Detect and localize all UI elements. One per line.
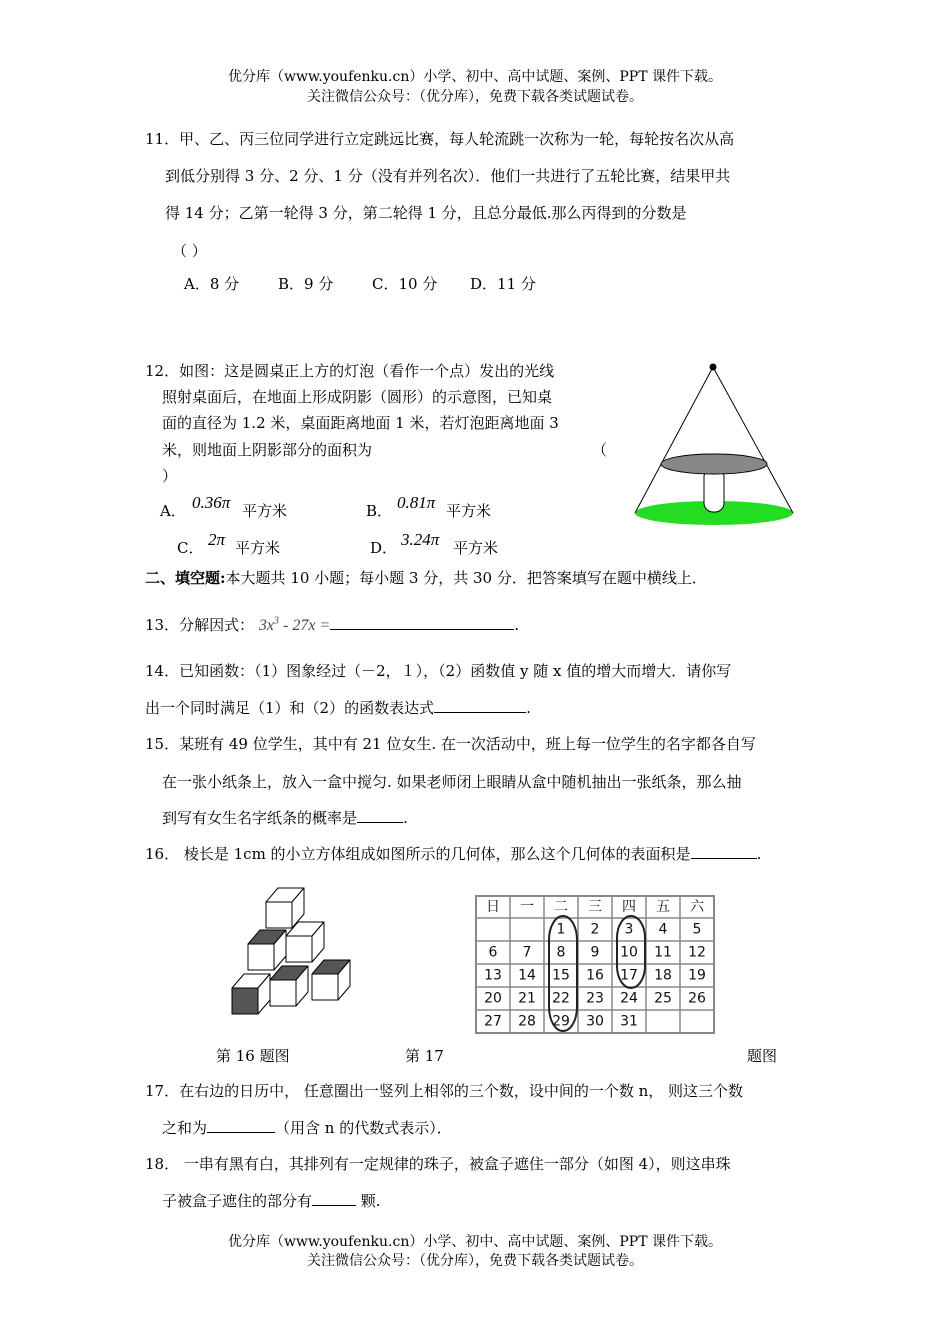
q12-option-b-unit: 平方米 — [446, 502, 492, 520]
q13-suffix: . — [514, 616, 519, 634]
calendar-day: 19 — [688, 967, 706, 984]
calendar-day: 5 — [692, 921, 702, 938]
q17-line-2-text: 之和为 — [162, 1119, 208, 1137]
table-leg — [704, 468, 724, 512]
header-line-1: 优分库（www.youfenku.cn）小学、初中、高中试题、案例、PPT 课件下载。 — [227, 69, 722, 85]
q15-line-3-end: . — [403, 809, 408, 827]
calendar-day: 29 — [552, 1013, 570, 1030]
calendar-day: 10 — [620, 944, 638, 961]
calendar-day: 27 — [484, 1013, 502, 1030]
q13-expr-exponent: 3 — [273, 615, 279, 627]
calendar-day: 9 — [590, 944, 600, 961]
fig17-caption-left: 第 17 — [405, 1047, 444, 1065]
q17-line-2-end: （用含 n 的代数式表示）． — [275, 1119, 452, 1137]
q16-line-1 — [145, 843, 761, 864]
q13-prefix: 13．分解因式： — [145, 616, 255, 634]
calendar-day: 3 — [624, 921, 634, 938]
q11-line-3: 得 14 分；乙第一轮得 3 分，第二轮得 1 分，且总分最低.那么丙得到的分数是 — [165, 204, 687, 222]
cube-stack-figure — [228, 884, 356, 1028]
calendar-day: 23 — [586, 990, 604, 1007]
calendar-day: 21 — [518, 990, 536, 1007]
q12-option-a-unit: 平方米 — [242, 502, 288, 520]
q13-expr-b: - 27x = — [278, 617, 331, 634]
calendar-day: 26 — [688, 990, 706, 1007]
q15-line-2: 在一张小纸条上，放入一盒中搅匀. 如果老师闭上眼睛从盒中随机抽出一张纸条，那么抽 — [162, 773, 742, 791]
q12-option-c-label: C． — [177, 539, 204, 557]
q12-option-c-value: 2π — [208, 530, 226, 549]
calendar-day: 11 — [654, 944, 672, 961]
calendar-weekday: 四 — [622, 899, 636, 915]
calendar-day: 25 — [654, 990, 672, 1007]
cube-bottom-left — [232, 974, 270, 1014]
calendar-day: 8 — [556, 944, 566, 961]
calendar-day: 6 — [488, 944, 498, 961]
q15-line-3-text: 到写有女生名字纸条的概率是 — [162, 809, 358, 827]
light-ray-right — [713, 367, 793, 513]
calendar-weekday: 日 — [486, 899, 500, 915]
q15-answer-blank[interactable] — [357, 808, 403, 823]
q12-option-d-unit: 平方米 — [453, 539, 499, 557]
q18-answer-blank[interactable] — [312, 1191, 356, 1206]
light-bulb-icon — [710, 364, 717, 371]
footer-line-1: 优分库（www.youfenku.cn）小学、初中、高中试题、案例、PPT 课件下载。 — [227, 1234, 722, 1250]
section-2-heading — [145, 567, 707, 588]
calendar-day: 12 — [688, 944, 706, 961]
calendar-day: 18 — [654, 967, 672, 984]
q14-line-2 — [145, 697, 531, 718]
q11-option-b: B．9 分 — [278, 275, 334, 293]
calendar-figure — [474, 894, 716, 1034]
q13-expr-a: 3x — [258, 617, 274, 634]
q16-line-1-text: 16． 棱长是 1cm 的小立方体组成如图所示的几何体，那么这个几何体的表面积是 — [145, 845, 691, 863]
calendar-day: 13 — [484, 967, 502, 984]
calendar-weekday: 二 — [554, 899, 568, 915]
footer-line-2: 关注微信公众号：（优分库），免费下载各类试题试卷。 — [307, 1253, 643, 1269]
calendar-day: 20 — [484, 990, 502, 1007]
q18-line-1: 18． 一串有黑有白，其排列有一定规律的珠子，被盒子遮住一部分（如图 4），则这串珠 — [145, 1155, 731, 1173]
calendar-weekday: 一 — [520, 899, 534, 915]
q14-line-2-text: 出一个同时满足（1）和（2）的函数表达式 — [145, 699, 435, 717]
calendar-day: 15 — [552, 967, 570, 984]
calendar-weekday: 六 — [690, 899, 704, 915]
q12-option-a-label: A． — [160, 502, 186, 520]
q12-paren-open: （ — [592, 441, 608, 459]
header-line-2: 关注微信公众号：（优分库），免费下载各类试题试卷。 — [307, 89, 643, 105]
section-2-text: 本大题共 10 小题；每小题 3 分，共 30 分．把答案填写在题中横线上． — [225, 569, 707, 587]
q13-answer-blank[interactable] — [330, 615, 514, 630]
q11-option-c: C．10 分 — [372, 275, 438, 293]
calendar-day: 14 — [518, 967, 536, 984]
q12-paren-close: ） — [162, 467, 178, 485]
q18-line-2-end: 颗. — [356, 1192, 381, 1210]
q16-line-1-end: . — [756, 845, 762, 863]
q12-option-a-value: 0.36π — [192, 493, 231, 512]
lamp-table-figure — [628, 360, 800, 532]
q11-line-2: 到低分别得 3 分、2 分、1 分（没有并列名次）．他们一共进行了五轮比赛，结果甲共 — [165, 167, 731, 185]
fig17-caption-right: 题图 — [747, 1047, 778, 1065]
calendar-day: 28 — [518, 1013, 536, 1030]
calendar-day: 24 — [620, 990, 638, 1007]
q13 — [145, 614, 519, 635]
q17-answer-blank[interactable] — [207, 1118, 275, 1133]
q12-option-b-label: B． — [366, 502, 393, 520]
q15-line-3 — [162, 807, 408, 828]
calendar-grid — [476, 896, 714, 1033]
q14-line-1: 14．已知函数：（1）图象经过（－2，１），（2）函数值 y 随 x 值的增大而增大．请你写 — [145, 662, 732, 680]
q12-line-2: 照射桌面后，在地面上形成阴影（圆形）的示意图，已知桌 — [162, 388, 553, 406]
q12-option-c-unit: 平方米 — [235, 539, 281, 557]
fig16-caption: 第 16 题图 — [216, 1047, 290, 1065]
q12-option-d-label: D． — [370, 539, 398, 557]
cube-bottom-right — [312, 960, 350, 1000]
calendar-weekday: 三 — [588, 899, 602, 915]
q18-line-2 — [162, 1190, 381, 1211]
q12-line-3: 面的直径为 1.2 米，桌面距离地面 1 米，若灯泡距离地面 3 — [162, 414, 559, 432]
q17-line-1: 17．在右边的日历中， 任意圈出一竖列上相邻的三个数，设中间的一个数 n， 则这三个数 — [145, 1082, 744, 1100]
q11-line-4: （ ） — [172, 242, 207, 260]
cube-bottom-middle — [270, 966, 308, 1006]
q12-line-4: 米，则地面上阴影部分的面积为 — [162, 441, 373, 459]
calendar-day: 16 — [586, 967, 604, 984]
q14-answer-blank[interactable] — [434, 698, 526, 713]
q11-line-1: 11．甲、乙、丙三位同学进行立定跳远比赛，每人轮流跳一次称为一轮，每轮按名次从高 — [145, 130, 735, 148]
calendar-day: 30 — [586, 1013, 604, 1030]
calendar-day: 22 — [552, 990, 570, 1007]
cube-middle-left — [248, 930, 286, 970]
q12-option-b-value: 0.81π — [397, 493, 436, 512]
q11-option-d: D．11 分 — [470, 275, 536, 293]
table-top — [661, 454, 767, 474]
calendar-day: 1 — [556, 921, 566, 938]
q17-line-2 — [162, 1117, 452, 1138]
calendar-day: 4 — [658, 921, 668, 938]
q12-line-1: 12．如图：这是圆桌正上方的灯泡（看作一个点）发出的光线 — [145, 362, 555, 380]
section-2-title: 二、填空题: — [145, 569, 226, 587]
q16-answer-blank[interactable] — [691, 844, 757, 859]
q11-option-a: A．8 分 — [184, 275, 240, 293]
q14-line-2-end: . — [526, 699, 531, 717]
calendar-day: 17 — [620, 967, 638, 984]
calendar-day: 2 — [590, 921, 600, 938]
q12-option-d-value: 3.24π — [401, 530, 440, 549]
q15-line-1: 15．某班有 49 位学生，其中有 21 位女生. 在一次活动中，班上每一位学生的名字都各自写 — [145, 735, 756, 753]
calendar-day: 7 — [522, 944, 532, 961]
q18-line-2-text: 子被盒子遮住的部分有 — [162, 1192, 313, 1210]
calendar-weekday: 五 — [656, 899, 670, 915]
light-ray-left — [635, 367, 713, 513]
q13-expression — [259, 617, 330, 634]
calendar-day: 31 — [620, 1013, 638, 1030]
